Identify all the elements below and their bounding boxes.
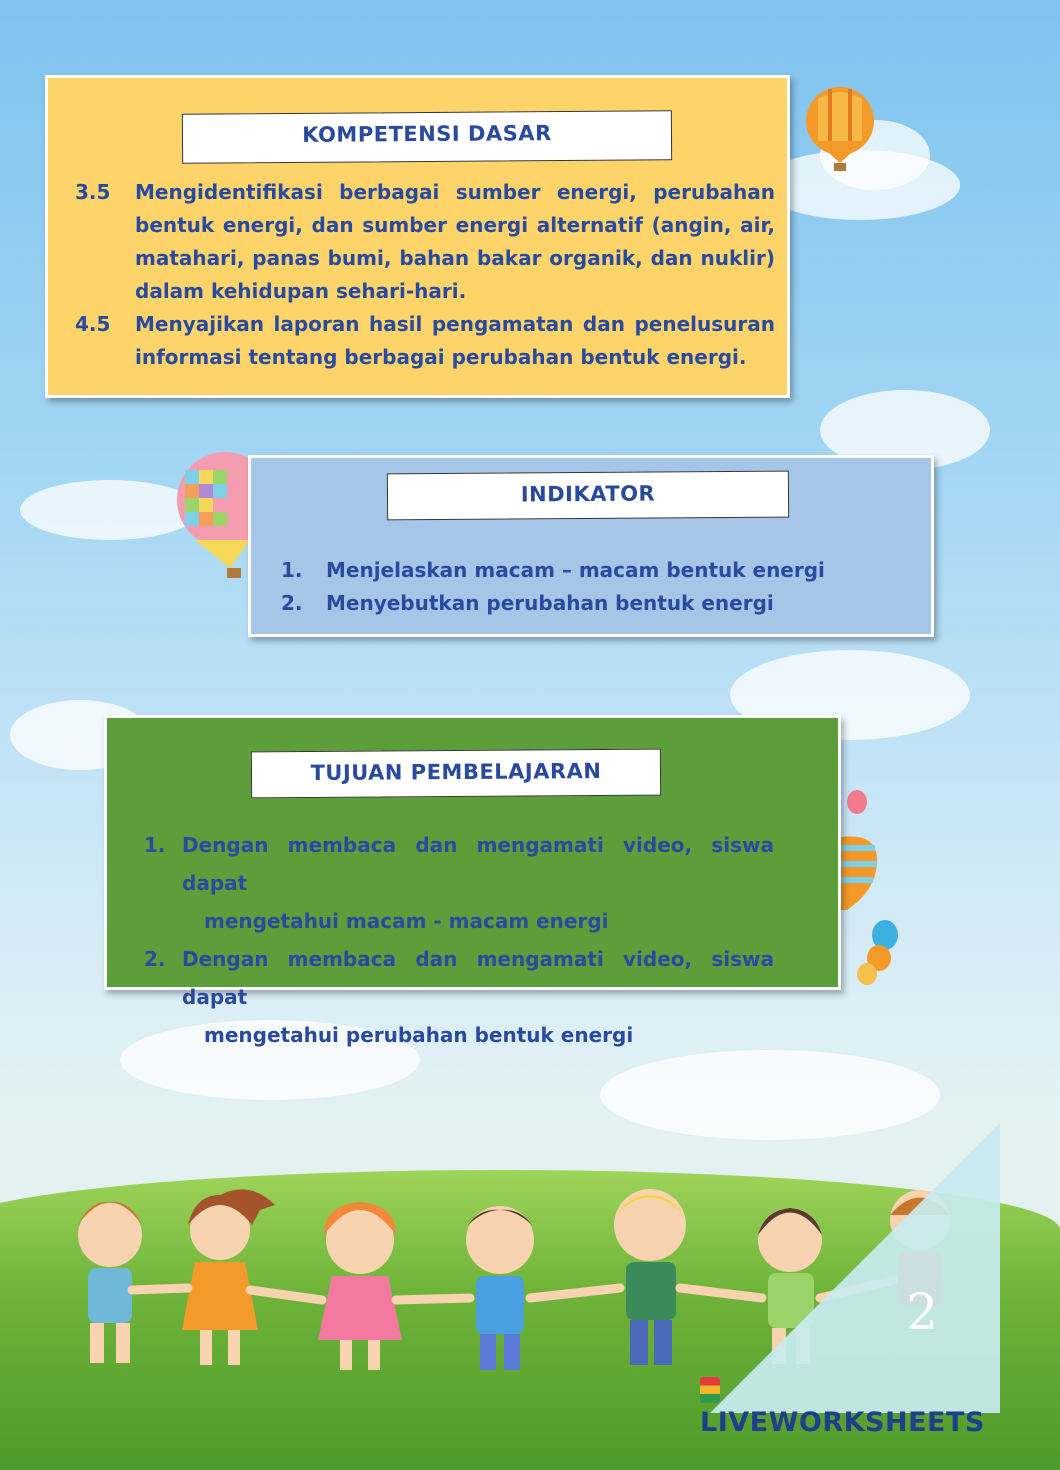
- list-item: [281, 587, 901, 620]
- item-number: 1.: [144, 833, 166, 857]
- item-text: Mengidentifikasi berbagai sumber energi, perubahan bentuk energi, dan sumber energi alternatif (angin, air, matahari, panas bumi, bahan bakar organik, dan nuklir) dalam kehidupan sehari-hari.: [135, 180, 775, 303]
- item-text-continuation: mengetahui macam - macam energi: [204, 909, 609, 933]
- item-number: 3.5: [75, 180, 111, 204]
- list-item: [75, 176, 775, 308]
- tujuan-pembelajaran-list: [144, 826, 774, 1054]
- list-item: [144, 826, 774, 940]
- item-text: Menjelaskan macam – macam bentuk energi: [326, 558, 825, 582]
- indikator-list: [281, 554, 901, 620]
- tujuan-pembelajaran-title: TUJUAN PEMBELAJARAN: [251, 749, 661, 799]
- list-item: [281, 554, 901, 587]
- item-number: 2.: [281, 591, 303, 615]
- brand-text: LIVEWORKSHEETS: [700, 1407, 985, 1438]
- list-item: [144, 940, 774, 1054]
- item-number: 1.: [281, 558, 303, 582]
- kompetensi-dasar-list: [75, 176, 775, 374]
- hot-air-balloon-illustration: [175, 450, 255, 590]
- indikator-title: INDIKATOR: [387, 471, 789, 521]
- item-text: Dengan membaca dan mengamati video, siswa dapat: [182, 833, 774, 895]
- item-number: 4.5: [75, 312, 111, 336]
- item-text: Menyajikan laporan hasil pengamatan dan penelusuran informasi tentang berbagai perubahan bentuk energi.: [135, 312, 775, 369]
- item-text-continuation: mengetahui perubahan bentuk energi: [204, 1023, 634, 1047]
- liveworksheets-logo: [700, 1376, 1000, 1438]
- kompetensi-dasar-title: KOMPETENSI DASAR: [182, 110, 672, 163]
- cloud: [20, 480, 200, 540]
- page-corner-decoration: [710, 1123, 1000, 1413]
- item-text: Menyebutkan perubahan bentuk energi: [326, 591, 774, 615]
- tujuan-pembelajaran-panel: [104, 715, 841, 1047]
- live-badge-icon: [700, 1377, 720, 1403]
- hot-air-balloon-illustration: [800, 85, 880, 175]
- page-number: 2: [906, 1283, 938, 1341]
- indikator-panel: [248, 455, 934, 637]
- item-text: Dengan membaca dan mengamati video, siswa dapat: [182, 947, 774, 1009]
- party-balloons-illustration: [845, 790, 905, 990]
- item-number: 2.: [144, 947, 166, 971]
- list-item: [75, 308, 775, 374]
- kompetensi-dasar-panel: [45, 75, 790, 398]
